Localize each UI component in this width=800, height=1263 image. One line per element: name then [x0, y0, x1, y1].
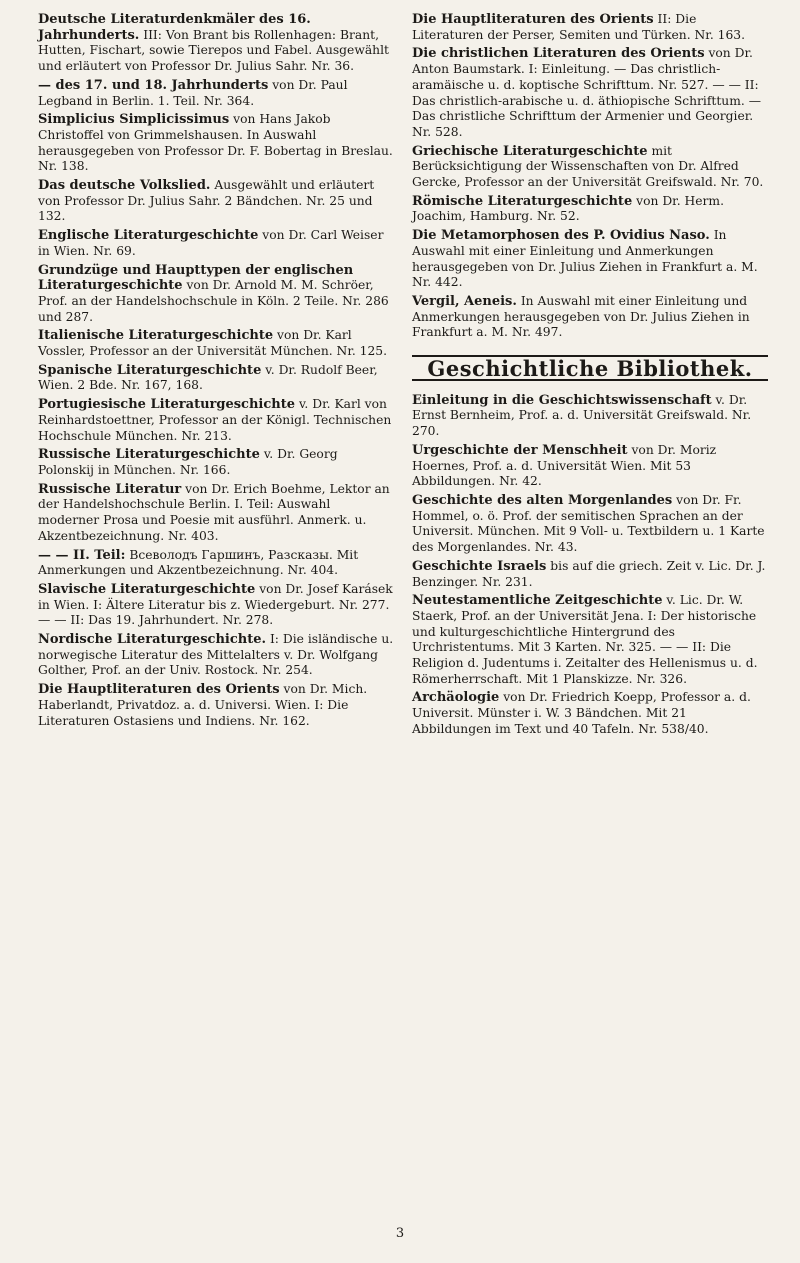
catalog-entry: [412, 493, 768, 556]
catalog-entry: [38, 12, 394, 75]
entry-description: von Hans Jakob Christoffel von Grimmelshausen. In Auswahl herausgegeben von Professor Dr. F. Bobertag in Breslau. Nr. 138.: [38, 112, 393, 174]
catalog-entry: [38, 363, 394, 394]
catalog-entry: [38, 632, 394, 679]
entry-description: II: Die Literaturen der Perser, Semiten und Türken. Nr. 163.: [412, 12, 746, 42]
entry-heading: Italienische Literaturgeschichte: [38, 328, 274, 344]
entry-heading: Russische Literaturgeschichte: [38, 447, 260, 463]
entry-description: v. Dr. Karl von Reinhardstoettner, Professor an der Königl. Technischen Hochschule München. Nr. 213.: [38, 397, 392, 443]
catalog-entry: [38, 178, 394, 225]
entry-description: von Dr. Anton Baumstark. I: Einleitung. — Das christlich-aramäische u. d. koptische Schrifttum. Nr. 527. — — II: Das christlich-arabische u. d. äthiopische Schrifttum. — Das christliche Schrifttum der Armenier und Georgier. Nr. 528.: [412, 46, 761, 139]
entry-description: von Dr. Friedrich Koepp, Professor a. d. Universit. Münster i. W. 3 Bändchen. Mit 21 Abbildungen im Text und 40 Tafeln. Nr. 538/40.: [412, 690, 751, 736]
entry-description: In Auswahl mit einer Einleitung und Anmerkungen herausgegeben von Dr. Julius Ziehen in Frankfurt a. M. Nr. 497.: [412, 293, 750, 340]
entry-description: In Auswahl mit einer Einleitung und Anmerkungen herausgegeben von Dr. Julius Ziehen in Frankfurt a. M. Nr. 442.: [412, 228, 758, 290]
entry-description: von Dr. Carl Weiser in Wien. Nr. 69.: [38, 228, 384, 258]
entry-description: Ausgewählt und erläutert von Professor Dr. Julius Sahr. 2 Bändchen. Nr. 25 und 132.: [38, 178, 375, 224]
catalog-entry: [412, 443, 768, 490]
catalog-entry: [412, 194, 768, 225]
page-number: 3: [395, 1226, 405, 1241]
section-title: Geschichtliche Bibliothek.: [412, 355, 768, 381]
entry-heading: Slavische Literaturgeschichte: [38, 581, 256, 597]
entry-heading: Die christlichen Literaturen des Orients: [412, 46, 705, 62]
catalog-entry: [38, 397, 394, 444]
entry-heading: Die Hauptliteraturen des Orients: [412, 12, 654, 27]
entry-heading: Einleitung in die Geschichtswissenschaft: [412, 392, 712, 408]
entry-heading: — des 17. und 18. Jahrhunderts: [38, 77, 269, 93]
entry-heading: Portugiesische Literaturgeschichte: [38, 397, 296, 413]
entry-description: Всеволодъ Гаршинъ, Разсказы. Mit Anmerkungen und Akzentbezeichnung. Nr. 404.: [38, 547, 359, 578]
right-column: [412, 12, 768, 1222]
left-column: [38, 12, 394, 1222]
entry-heading: Griechische Literaturgeschichte: [412, 143, 648, 159]
catalog-entry: [412, 593, 768, 687]
entry-description: von Dr. Karl Vossler, Professor an der Universität München. Nr. 125.: [38, 328, 388, 359]
catalog-entry: [412, 144, 768, 191]
catalog-entry: [38, 112, 394, 175]
entry-heading: Archäologie: [412, 690, 500, 706]
catalog-entry: [412, 559, 768, 590]
page: [38, 12, 768, 1222]
catalog-entry: [412, 12, 768, 43]
entry-heading: Die Hauptliteraturen des Orients: [38, 682, 280, 698]
entry-description: I: Die isländische u. norwegische Literatur des Mittelalters v. Dr. Wolfgang Golther, Prof. an der Univ. Rostock. Nr. 254.: [38, 632, 394, 678]
entry-heading: Neutestamentliche Zeitgeschichte: [412, 593, 663, 609]
catalog-entry: [412, 46, 768, 140]
entry-description: von Dr. Arnold M. M. Schröer, Prof. an der Handelshochschule in Köln. 2 Teile. Nr. 286 und 287.: [38, 278, 389, 324]
entry-description: von Dr. Herm. Joachim, Hamburg. Nr. 52.: [412, 193, 724, 224]
catalog-entry: [38, 582, 394, 629]
entry-description: v. Dr. Georg Polonskij in München. Nr. 166.: [38, 447, 338, 477]
catalog-entry: [38, 78, 394, 109]
entry-description: v. Dr. Rudolf Beer, Wien. 2 Bde. Nr. 167, 168.: [38, 362, 378, 393]
catalog-entry: [38, 482, 394, 545]
catalog-entry: [412, 393, 768, 440]
entry-description: bis auf die griech. Zeit v. Lic. Dr. J. Benzinger. Nr. 231.: [412, 558, 766, 589]
entry-description: v. Dr. Ernst Bernheim, Prof. a. d. Universität Greifswald. Nr. 270.: [412, 392, 752, 439]
entry-heading: Deutsche Literaturdenkmäler des 16. Jahrhunderts.: [38, 12, 311, 43]
catalog-entry: [38, 447, 394, 478]
catalog-entry: [38, 263, 394, 326]
entry-heading: Urgeschichte der Menschheit: [412, 442, 628, 458]
right-column-top: [412, 12, 768, 341]
right-column-bottom: [412, 393, 768, 738]
catalog-entry: [412, 228, 768, 291]
entry-description: III: Von Brant bis Rollenhagen: Brant, Hutten, Fischart, sowie Tierepos und Fabel. Ausgewählt und erläutert von Professor Dr. Julius Sahr. Nr. 36.: [38, 27, 389, 74]
entry-description: von Dr. Paul Legband in Berlin. 1. Teil. Nr. 364.: [38, 77, 348, 108]
catalog-entry: [412, 294, 768, 341]
catalog-entry: [38, 548, 394, 579]
catalog-entry: [38, 682, 394, 729]
entry-heading: Das deutsche Volkslied.: [38, 178, 211, 194]
entry-description: von Dr. Josef Karásek in Wien. I: Ältere Literatur bis z. Wiedergeburt. Nr. 277. — — II: Das 19. Jahrhundert. Nr. 278.: [38, 581, 393, 628]
entry-heading: Geschichte Israels: [412, 558, 547, 574]
entry-description: von Dr. Moriz Hoernes, Prof. a. d. Universität Wien. Mit 53 Abbildungen. Nr. 42.: [412, 442, 717, 489]
entry-heading: Simplicius Simplicissimus: [38, 112, 230, 128]
entry-heading: Geschichte des alten Morgenlandes: [412, 492, 673, 508]
entry-description: von Dr. Fr. Hommel, o. ö. Prof. der semitischen Sprachen an der Universit. München. Mit 9 Voll- u. Textbildern u. 1 Karte des Morgenlandes. Nr. 43.: [412, 492, 765, 555]
entry-heading: Russische Literatur: [38, 481, 182, 497]
entry-heading: Spanische Literaturgeschichte: [38, 362, 262, 378]
entry-description: v. Lic. Dr. W. Staerk, Prof. an der Universität Jena. I: Der historische und kulturgeschichtliche Hintergrund des Urchristentums. Mit 3 Karten. Nr. 325. — — II: Die Religion d. Judentums i. Zeitalter des Hellenismus u. d. Römerherrschaft. Mit 1 Planskizze. Nr. 326.: [412, 593, 758, 686]
catalog-entry: [38, 228, 394, 259]
entry-heading: Römische Literaturgeschichte: [412, 193, 633, 209]
entry-description: mit Berücksichtigung der Wissenschaften von Dr. Alfred Gercke, Professor an der Universität Greifswald. Nr. 70.: [412, 143, 764, 190]
entry-heading: Nordische Literaturgeschichte.: [38, 632, 267, 648]
catalog-entry: [38, 328, 394, 359]
entry-description: von Dr. Mich. Haberlandt, Privatdoz. a. d. Universi. Wien. I: Die Literaturen Ostasiens und Indiens. Nr. 162.: [38, 682, 368, 728]
entry-heading: Grundzüge und Haupttypen der englischen Literaturgeschichte: [38, 262, 354, 294]
entry-description: von Dr. Erich Boehme, Lektor an der Handelshochschule Berlin. I. Teil: Auswahl moderner Prosa und Poesie mit ausführl. Anmerk. u. Akzentbezeichnung. Nr. 403.: [38, 481, 390, 543]
entry-heading: Vergil, Aeneis.: [412, 293, 517, 309]
entry-heading: Englische Literaturgeschichte: [38, 228, 259, 244]
entry-heading: Die Metamorphosen des P. Ovidius Naso.: [412, 228, 710, 244]
catalog-entry: [412, 690, 768, 737]
entry-heading: — — II. Teil:: [38, 547, 126, 563]
